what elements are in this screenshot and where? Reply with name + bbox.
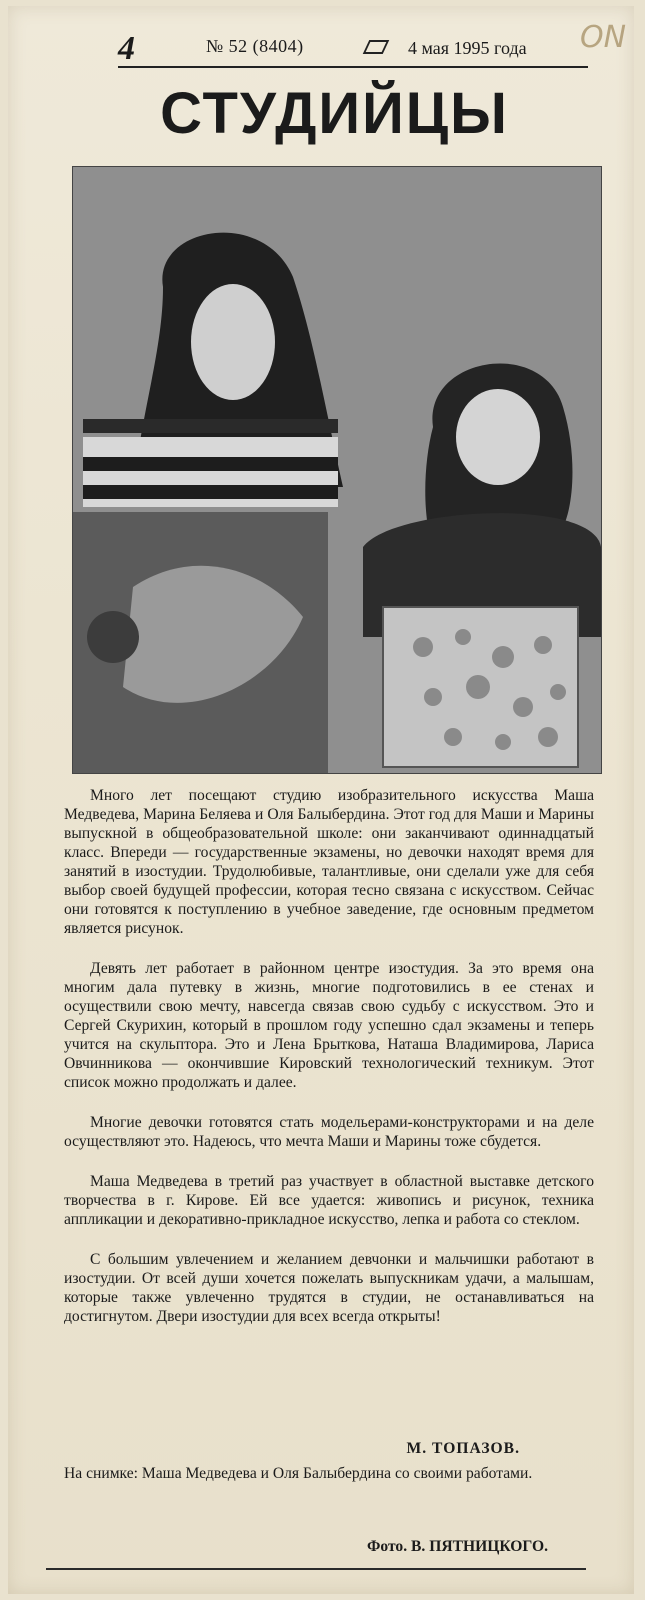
bottom-rule bbox=[46, 1568, 586, 1570]
photo-credit: Фото. В. ПЯТНИЦКОГО. bbox=[366, 1538, 548, 1555]
issue-date: 4 мая 1995 года bbox=[408, 38, 527, 58]
article-photo bbox=[72, 166, 602, 774]
author-signature: М. ТОПАЗОВ. bbox=[406, 1440, 520, 1457]
paragraph-4: Маша Медведева в третий раз участвует в областной выставке детского творчества в г. Кирове. Ей все удается: живопись и рисунок, техника аппликации и декоративно-прикладное искусство, лепка и работа со стеклом. bbox=[64, 1173, 594, 1228]
paragraph-2: Девять лет работает в районном центре изостудия. За это время она многим дала путевку в жизнь, многие подготовились в ее стенах и осуществили свою мечту, навсегда связав свою судьбу с искусством. Это и Сергей Скурихин, который в прошлом году успешно сдал экзамены и теперь учится на скульптора. Это и Лена Брыткова, Наташа Владимирова, Лариса Овчинникова — окончившие Кировский технологический техникум. Этот список можно продолжать и далее. bbox=[64, 960, 594, 1091]
paragraph-5: С большим увлечением и желанием девчонки и мальчишки работают в изостудии. От всей души хочется пожелать выпускникам удачи, а малышам, которые также увлеченно трудятся в студии, не останавливаться на достигнутом. Двери изостудии для всех всегда открыты! bbox=[64, 1251, 594, 1325]
page-number: 4 bbox=[118, 30, 135, 67]
photo-illustration bbox=[73, 167, 601, 773]
article-body bbox=[64, 786, 594, 1347]
paragraph-1: Много лет посещают студию изобразительного искусства Маша Медведева, Марина Беляева и Оля Балыбердина. Этот год для Маши и Марины выпускной в общеобразовательной школе: они заканчивают одиннадцатый класс. Впереди — государственные экзамены, но девочки находят время для занятий в изостудии. Трудолюбивые, талантливые, они сделали уже для себя выбор своей будущей профессии, которая тесно связана с искусством. Сейчас они готовятся к поступлению в учебное заведение, где основным предметом является рисунок. bbox=[64, 787, 594, 937]
photo-caption: На снимке: Маша Медведева и Оля Балыбердина со своими работами. bbox=[64, 1465, 533, 1482]
paragraph-3: Многие девочки готовятся стать модельерами-конструкторами и на деле осуществляют это. Надеюсь, что мечта Маши и Марины тоже сбудется. bbox=[64, 1114, 594, 1150]
issue-number: № 52 (8404) bbox=[206, 36, 304, 56]
parallelogram-mark-icon bbox=[363, 40, 390, 54]
article-headline: СТУДИЙЦЫ bbox=[160, 81, 509, 146]
page-header bbox=[118, 26, 588, 68]
handwritten-mark: ON bbox=[580, 20, 627, 55]
